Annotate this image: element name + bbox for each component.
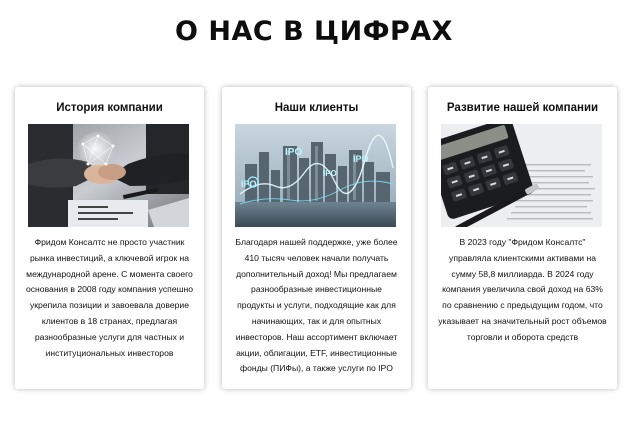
ipo-label: IPO	[241, 179, 257, 189]
calculator-image	[441, 124, 602, 227]
card-description: Благодаря нашей поддержке, уже более 410 тысяч человек начали получать дополнительный доход! Мы предлагаем разнообразные инвестиционные продукты и услуги, подходящие как для начинающих, так и для опытных инвесторов. Наш ассортимент включает акции, облигации, ETF, инвестиционные фонды (ПИФы), а также услуги по IPO	[235, 237, 398, 374]
ipo-label: IPO	[285, 147, 303, 158]
card-our-clients	[222, 87, 411, 389]
card-title: Развитие нашей компании	[446, 102, 599, 114]
city-skyline-image	[235, 124, 396, 227]
card-title: История компании	[56, 102, 163, 114]
card-company-history	[15, 87, 204, 389]
ipo-label: IPO	[323, 169, 337, 178]
calculator-illustration	[441, 124, 602, 227]
card-description: Фридом Консалтс не просто участник рынка инвестиций, а ключевой игрок на международной арене. С момента своего основания в 2008 году компания успешно укрепила позиции и завоевала доверие клиентов в 18 странах, предлагая разнообразные услуги для частных и институциональных инвесторов	[25, 237, 194, 358]
page-title: О НАС В ЦИФРАХ	[175, 16, 453, 47]
card-description: В 2023 году "Фридом Консалтс" управляла клиентскими активами на сумму 58,8 миллиарда. В 2024 году компания увеличила свой доход на 63% по сравнению с предыдущим годом, что указывает на значительный рост объемов торговли и оборота средств	[438, 237, 607, 342]
ipo-label: IPO	[353, 154, 369, 164]
card-company-growth	[428, 87, 617, 389]
city-skyline-illustration	[235, 124, 396, 227]
handshake-illustration	[28, 124, 189, 227]
handshake-image	[28, 124, 189, 227]
card-title: Наши клиенты	[274, 102, 359, 114]
